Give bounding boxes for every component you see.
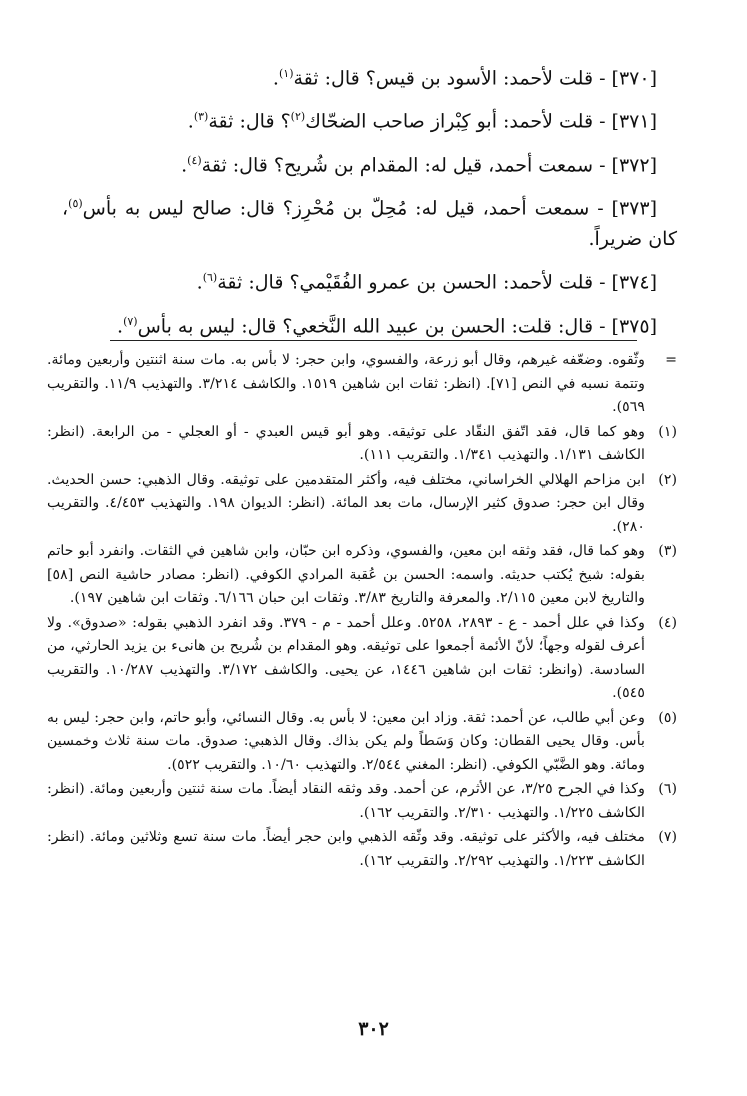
- footnote-1: [47, 421, 677, 468]
- footnote-ref: (١): [278, 67, 294, 80]
- footnote-number: (٣): [658, 543, 677, 559]
- footnote-ref: (٦): [202, 271, 218, 285]
- entry-375: [٣٧٥] - قال: قلت: الحسن بن عبيد الله النَّخعي؟ قال: ليس به بأس$^{(٧)}$.: [117, 314, 657, 337]
- footnote-ref: (٢): [290, 110, 306, 124]
- entry-372: [٣٧٢] - سمعت أحمد، قيل له: المقدام بن شُريح؟ قال: ثقة$^{(٤)}$.: [181, 153, 657, 176]
- footnote-number: (٥): [658, 709, 677, 726]
- footnote-ref: (٤): [187, 153, 202, 167]
- footnote-2: [47, 469, 677, 540]
- footnote-text: وثّقوه. وضعّفه غيرهم، وقال أبو زرعة، والفسوي، وابن حجر: لا بأس به. مات سنة اثنتين وأربعين ومائة. وتتمة نسبه في النص [٧١]. (انظر: ثقات ابن شاهين ١٥١٩. والكاشف ٣/٢١٤. والتهذيب ١١/٩. والتقريب ٥٦٩).: [47, 352, 645, 415]
- footnote-text: وهو كما قال، فقد اتّفق النقّاد على توثيقه. وهو أبو قيس العبدي - أو العجلي - من الرابعة. (انظر: الكاشف ١/١٣١. والتهذيب ١/٣٤١. والتقريب ١١١).: [47, 423, 645, 463]
- footnote-number: (١): [658, 423, 677, 440]
- entry-371: [٣٧١] - قلت لأحمد: أبو كِبْراز صاحب الضحّاك$^{(٢)}$؟ قال: ثقة$^{(٣)}$.: [187, 110, 657, 133]
- page-number: ٣٠٢: [358, 1018, 389, 1040]
- footnote-text: وعن أبي طالب، عن أحمد: ثقة. وزاد ابن معين: لا بأس به. وقال النسائي، وأبو حاتم، وابن حجر: ليس به بأس. وقال يحيى القطان: وكان وَسَطاً ولم يكن بذاك. وقال الذهبي: صدوق. مات سنة ثلاث وخمسين ومائة. وهو الضَّبّي الكوفي. (انظر: المغني ٢/٥٤٤. والتهذيب ١٠/٦٠. والتقريب ٥٢٢).: [47, 709, 645, 773]
- footnote-continuation: [47, 349, 677, 420]
- footnote-number: (٦): [658, 781, 677, 797]
- footnote-text: وهو كما قال، فقد وثقه ابن معين، والفسوي، وذكره ابن حبّان، وابن شاهين في الثقات. وانفرد أبو حاتم بقوله: شيخ يُكتب حديثه. واسمه: الحسن بن عُقبة المرادي الكوفي. (انظر: مصادر حاشية النص [٥٨] والتاريخ لابن معين ٢/١١٥. والمعرفة والتاريخ ٣/٨٣. وثقات ابن حبان ٦/١٦٦. وثقات ابن شاهين ١٩٧).: [47, 543, 645, 606]
- footnote-ref: (٣): [193, 110, 209, 124]
- footnote-number: (٢): [658, 471, 677, 488]
- footnote-text: وكذا في علل أحمد - ع - ٢٨٩٣، ٥٢٥٨. وعلل أحمد - م - ٣٧٩. وقد انفرد الذهبي بقوله: «صدوق». ولا أعرف لقوله وجهاً؛ لأنّ الأئمة أجمعوا على توثيقه. وهو المقدام بن شُريح بن هانىء بن يزيد الحارثي، من السادسة. (وانظر: ثقات ابن شاهين ١٤٤٦، عن يحيى. والكاشف ٣/١٧٢. والتهذيب ١٠/٢٨٧. والتقريب ٥٤٥).: [47, 614, 645, 701]
- entry-373: [٣٧٣] - سمعت أحمد، قيل له: مُحِلّ بن مُحْرِز؟ قال: صالح ليس به بأس$^{(٥)}$، كان ضريراً.: [62, 196, 677, 251]
- entry-374: [٣٧٤] - قلت لأحمد: الحسن بن عمرو الفُقَيْمي؟ قال: ثقة$^{(٦)}$.: [196, 271, 657, 294]
- footnote-ref: (٥): [68, 196, 83, 210]
- footnote-number: (٧): [658, 829, 677, 845]
- footnote-4: [47, 612, 677, 706]
- footnotes: [47, 349, 677, 874]
- footnote-divider: [110, 340, 637, 341]
- main-text: [62, 58, 677, 349]
- footnote-number: (٤): [658, 614, 677, 631]
- footnote-6: [47, 778, 677, 825]
- footnote-7: [47, 826, 677, 873]
- entry-370: [٣٧٠] - قلت لأحمد: الأسود بن قيس؟ قال: ثقة$^{(١)}$.: [272, 67, 657, 90]
- footnote-ref: (٧): [123, 314, 138, 328]
- footnote-number: =: [665, 352, 677, 368]
- footnote-5: [47, 707, 677, 778]
- footnote-text: وكذا في الجرح ٣/٢٥، عن الأثرم، عن أحمد. وقد وثقه النقاد أيضاً. مات سنة ثنتين وأربعين ومائة. (انظر: الكاشف ١/٢٢٥. والتهذيب ٢/٣١٠. والتقريب ١٦٢).: [47, 781, 645, 821]
- footnote-text: ابن مزاحم الهلالي الخراساني، مختلف فيه، وأكثر المتقدمين على توثيقه. وقال الذهبي: حسن الحديث. وقال ابن حجر: صدوق كثير الإرسال، مات بعد المائة. (انظر: الديوان ١٩٨. والتهذيب ٤/٤٥٣. والتقريب ٢٨٠).: [47, 471, 645, 535]
- footnote-3: [47, 540, 677, 611]
- footnote-text: مختلف فيه، والأكثر على توثيقه. وقد وثّقه الذهبي وابن حجر أيضاً. مات سنة تسع وثلاثين ومائة. (انظر: الكاشف ١/٢٢٣. والتهذيب ٢/٢٩٢. والتقريب ١٦٢).: [47, 829, 645, 869]
